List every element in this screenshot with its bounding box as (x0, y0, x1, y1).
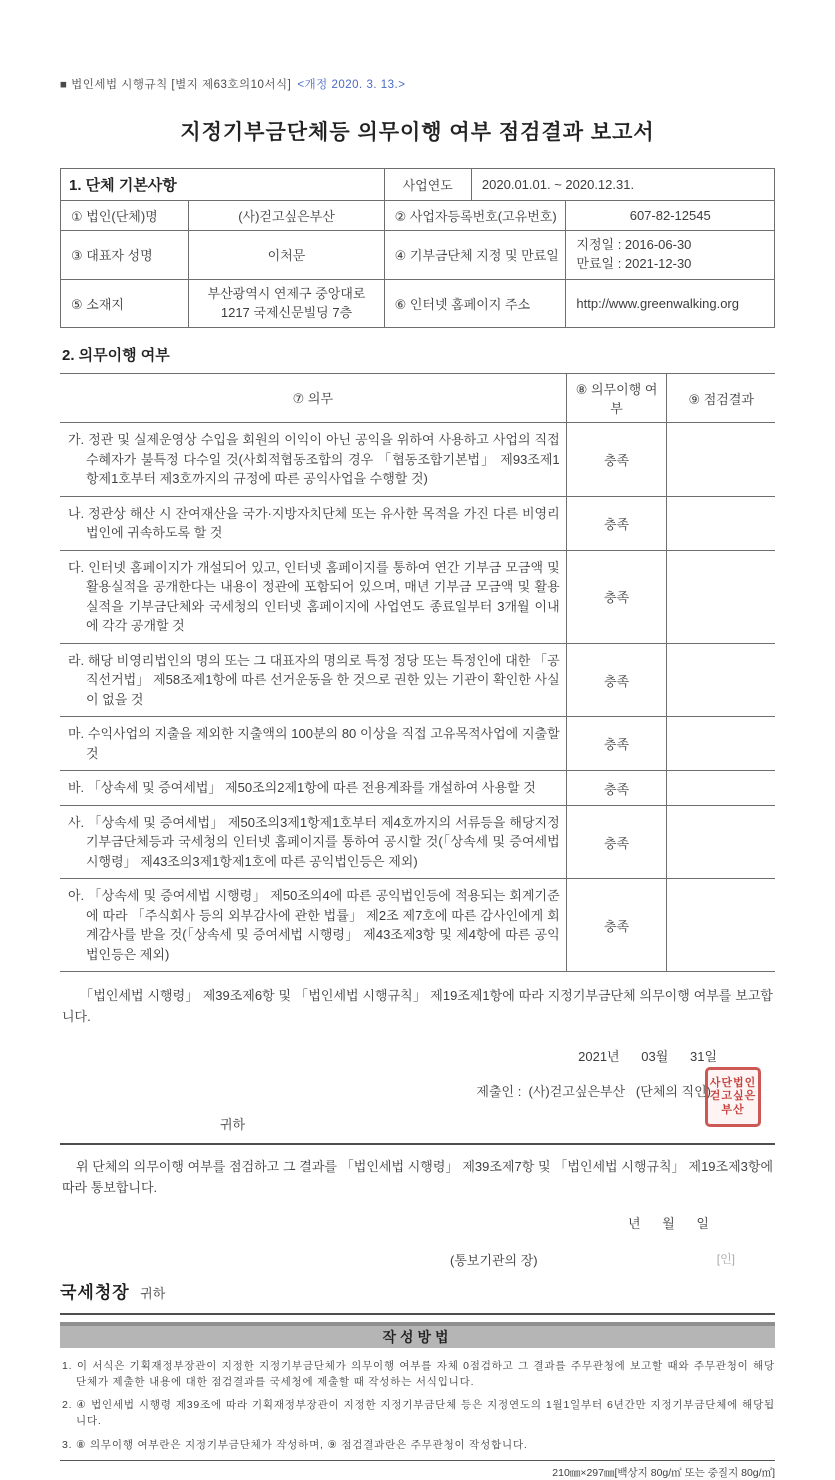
organization-seal-stamp (705, 1067, 761, 1127)
duty-row-ma (60, 717, 775, 771)
duty-text: 사. 「상속세 및 증여세법」 제50조의3제1항제1호부터 제4호까지의 서류등을 해당지정기부금단체등과 국세청의 인터넷 홈페이지를 통하여 공시할 것(「상속세 및 증여세법 시행령」 제43조의3제1항제1호에 따른 공익법인등은 제외) (60, 805, 566, 879)
duty-status: 충족 (566, 805, 667, 879)
duty-status: 충족 (566, 423, 667, 497)
corp-name-label: ① 법인(단체)명 (61, 201, 189, 231)
homepage-label: ⑥ 인터넷 홈페이지 주소 (384, 279, 566, 328)
duty-result (667, 879, 775, 972)
duty-text: 가. 정관 및 실제운영상 수입을 회원의 이익이 아닌 공익을 위하여 사용하고 사업의 직접 수혜자가 불특정 다수일 것(사회적협동조합의 경우 「협동조합기본법」 제93조제1항제1호부터 제3호까지의 규정에 따른 공익사업을 수행할 것) (60, 423, 566, 497)
table-row (61, 231, 775, 280)
duty-row-ah (60, 879, 775, 972)
duty-row-da (60, 550, 775, 643)
note-item: 2. ④ 법인세법 시행령 제39조에 따라 기획재정부장관이 지정한 지정기부금단체 등은 지정연도의 1월1일부터 6년간만 지정기부금단체에 해당됩니다. (62, 1399, 775, 1428)
section-divider (60, 1143, 775, 1145)
report-declaration: 「법인세법 시행령」 제39조제6항 및 「법인세법 시행규칙」 제19조제1항에 따라 지정기부금단체 의무이행 여부를 보고합니다. (62, 988, 773, 1025)
duty-text: 바. 「상속세 및 증여세법」 제50조의2제1항에 따른 전용계좌를 개설하여 사용할 것 (60, 771, 566, 806)
note-item: 1. 이 서식은 기획재정부장관이 지정한 지정기부금단체가 의무이행 여부를 자체 0점검하고 그 결과를 주무관청에 보고할 때와 주무관청이 해당 단체가 제출한 내용에 대한 점검결과를 국세청에 제출할 때 작성하는 서식입니다. (62, 1359, 775, 1388)
representative-label: ③ 대표자 성명 (61, 231, 189, 280)
agency-head-label: (통보기관의 장) (450, 1252, 538, 1268)
basic-info-table (60, 168, 775, 328)
duty-text: 아. 「상속세 및 증여세법 시행령」 제50조의4에 따른 공익법인등에 적용되는 회계기준에 따라 「주식회사 등의 외부감사에 관한 법률」 제2조 제7호에 따른 감사인에게 회계감사를 받을 것(「상속세 및 증여세법 시행령」 제43조제3항 및 제4항에 따른 공익법인등은 제외) (60, 879, 566, 972)
duty-result (667, 771, 775, 806)
section2-heading: 2. 의무이행 여부 (62, 347, 170, 365)
expiration-date: 만료일 : 2021-12-30 (576, 255, 692, 271)
col-status-header: ⑧ 의무이행 여부 (566, 374, 667, 423)
duty-result (667, 550, 775, 643)
duty-row-na (60, 496, 775, 550)
col-result-header: ⑨ 점검결과 (667, 374, 775, 423)
duty-status: 충족 (566, 643, 667, 717)
duty-text: 라. 해당 비영리법인의 명의 또는 그 대표자의 명의로 특정 정당 또는 특정인에 대한 「공직선거법」 제58조제1항에 따른 선거운동을 한 것으로 권한 있는 기관이 확인한 사실이 없을 것 (60, 643, 566, 717)
report-date: 2021년 03월 31일 (578, 1048, 717, 1064)
seal-placeholder: [인] (716, 1251, 735, 1266)
duty-result (667, 717, 775, 771)
revision-note: <개정 2020. 3. 13.> (297, 79, 406, 91)
seal-text-line: 부산 (721, 1103, 745, 1116)
duty-status: 충족 (566, 879, 667, 972)
duty-result (667, 805, 775, 879)
duty-row-sa (60, 805, 775, 879)
col-duty-header: ⑦ 의무 (60, 374, 566, 423)
duty-result (667, 643, 775, 717)
paper-spec: 210㎜×297㎜[백상지 80g/㎡ 또는 중질지 80g/㎡] (552, 1466, 775, 1479)
duty-text: 다. 인터넷 홈페이지가 개설되어 있고, 인터넷 홈페이지를 통하여 연간 기부금 모금액 및 활용실적을 공개한다는 내용이 정관에 포함되어 있으며, 매년 기부금 모금액 및 활용실적을 기부금단체와 국세청의 인터넷 홈페이지에 사업연도 종료일부터 3개월 이내에 각각 공개할 것 (60, 550, 566, 643)
duty-text: 나. 정관상 해산 시 잔여재산을 국가·지방자치단체 또는 유사한 목적을 가진 다른 비영리법인에 귀속하도록 할 것 (60, 496, 566, 550)
duty-status: 충족 (566, 550, 667, 643)
note-item: 3. ⑧ 의무이행 여부란은 지정기부금단체가 작성하며, ⑨ 점검결과란은 주무관청이 작성합니다. (62, 1438, 528, 1451)
seal-text-line: 사단법인 (709, 1077, 757, 1090)
section1-heading: 1. 단체 기본사항 (61, 169, 385, 201)
duty-text: 마. 수익사업의 지출을 제외한 지출액의 100분의 80 이상을 직접 고유목적사업에 지출할 것 (60, 717, 566, 771)
corp-name-value: (사)걷고싶은부산 (189, 201, 384, 231)
notify-date: 년 월 일 (627, 1215, 709, 1231)
duties-header-row (60, 374, 775, 423)
duty-status: 충족 (566, 717, 667, 771)
nts-commissioner-label: 국세청장 (60, 1282, 130, 1302)
table-row (61, 169, 775, 201)
agency-row (60, 1250, 775, 1268)
seal-text-line: 걷고싶은 (709, 1090, 757, 1103)
duties-table (60, 373, 775, 972)
duty-status: 충족 (566, 496, 667, 550)
designation-value (566, 231, 775, 280)
submitter-line: 제출인 : (사)걷고싶은부산 (단체의 직인) (476, 1083, 711, 1099)
duty-row-ra (60, 643, 775, 717)
nts-recipient-suffix: 귀하 (140, 1285, 166, 1301)
instructions-notes (60, 1358, 775, 1453)
address-line1: 부산광역시 연제구 중앙대로 (207, 285, 366, 301)
duty-row-ga (60, 423, 775, 497)
table-row (61, 201, 775, 231)
business-year-label: 사업연도 (384, 169, 471, 201)
address-label: ⑤ 소재지 (61, 279, 189, 328)
nts-recipient-row (60, 1278, 775, 1303)
designation-label: ④ 기부금단체 지정 및 만료일 (384, 231, 566, 280)
duty-row-ba (60, 771, 775, 806)
instructions-header-bar (60, 1322, 775, 1348)
address-value (189, 279, 384, 328)
submitter-block (60, 1077, 775, 1116)
representative-value: 이처문 (189, 231, 384, 280)
page-title: 지정기부금단체등 의무이행 여부 점검결과 보고서 (180, 121, 655, 144)
form-reference-text: ■ 법인세법 시행규칙 [별지 제63호의10서식] (60, 79, 292, 91)
table-row (61, 279, 775, 328)
reg-number-label: ② 사업자등록번호(고유번호) (384, 201, 566, 231)
duty-result (667, 496, 775, 550)
form-reference-line (60, 76, 775, 92)
recipient-placeholder: 귀하 (220, 1116, 246, 1132)
designation-date: 지정일 : 2016-06-30 (576, 237, 692, 252)
duty-status: 충족 (566, 771, 667, 806)
instructions-title: 작성방법 (382, 1328, 453, 1345)
footer-divider (60, 1460, 775, 1461)
address-line2: 1217 국제신문빌딩 7층 (220, 304, 353, 320)
duty-result (667, 423, 775, 497)
business-year-value: 2020.01.01. ~ 2020.12.31. (471, 169, 774, 201)
reg-number-value: 607-82-12545 (566, 201, 775, 231)
section-divider (60, 1313, 775, 1315)
notify-declaration: 위 단체의 의무이행 여부를 점검하고 그 결과를 「법인세법 시행령」 제39조제7항 및 「법인세법 시행규칙」 제19조제3항에 따라 통보합니다. (62, 1158, 773, 1195)
homepage-value: http://www.greenwalking.org (566, 279, 775, 328)
